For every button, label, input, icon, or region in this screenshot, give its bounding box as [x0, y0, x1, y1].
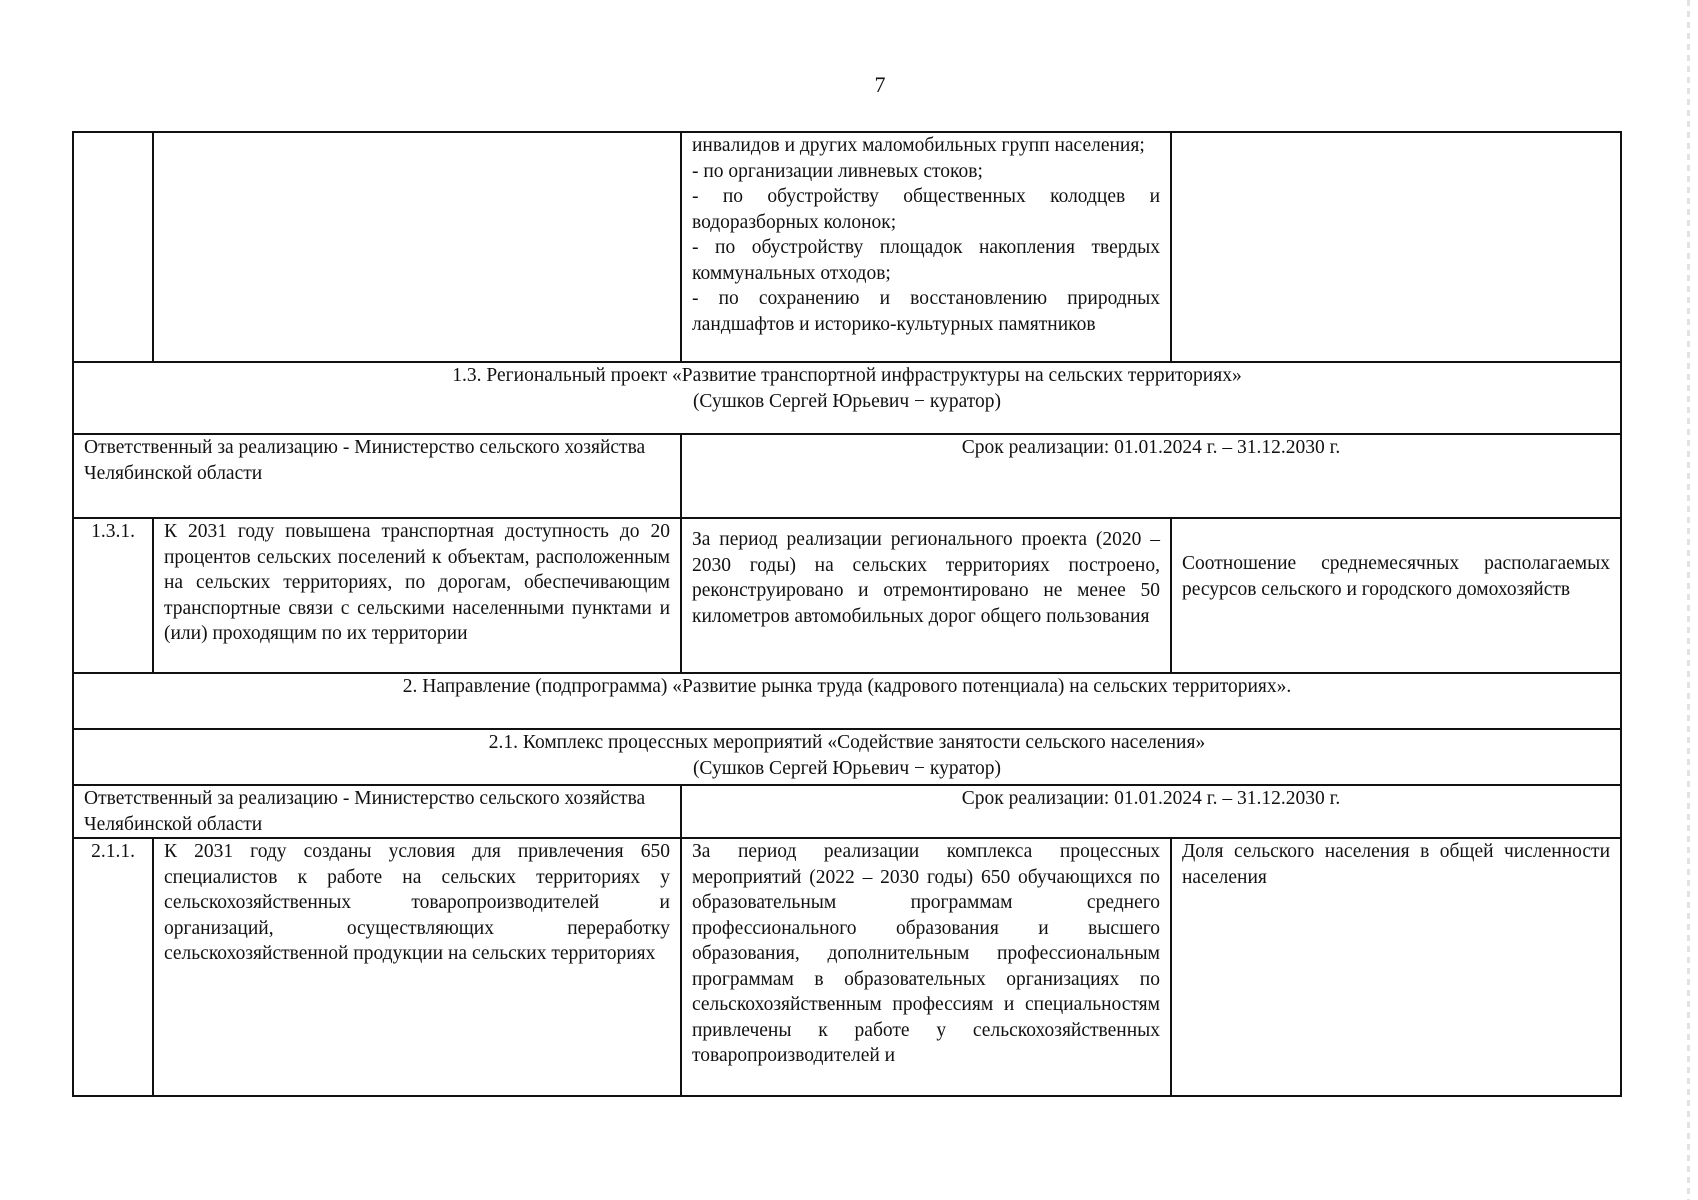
section-1-3-header: [73, 362, 1621, 434]
responsible-row: [73, 785, 1621, 838]
num-cell: [73, 132, 153, 362]
section-title: 2.1. Комплекс процессных мероприятий «Содействие занятости сельского населения»: [488, 732, 1206, 753]
section-header-row: [73, 362, 1621, 434]
page-number: 7: [874, 72, 886, 97]
responsible-cell: Ответственный за реализацию - Министерство сельского хозяйства Челябинской области: [73, 434, 681, 518]
section-2-header: 2. Направление (подпрограмма) «Развитие рынка труда (кадрового потенциала) на сельских территориях».: [73, 673, 1621, 729]
program-table: [72, 131, 1622, 1097]
section-header-row: [73, 729, 1621, 785]
section-curator: (Сушков Сергей Юрьевич − куратор): [692, 390, 1002, 412]
result-line: - по обустройству площадок накопления твердых коммунальных отходов;: [692, 237, 1160, 284]
task-cell: [153, 132, 681, 362]
indicator-cell: Доля сельского населения в общей численности населения: [1171, 838, 1621, 1096]
section-title: 1.3. Региональный проект «Развитие транспортной инфраструктуры на сельских территориях»: [452, 365, 1242, 386]
table-row: [73, 838, 1621, 1096]
section-curator: (Сушков Сергей Юрьевич − куратор): [692, 757, 1002, 779]
task-cell: К 2031 году повышена транспортная доступность до 20 процентов сельских поселений к объектам, расположенным на сельских территориях, по дорогам, обеспечивающим транспортные связи с сельскими населенными пунктами и (или) проходящим по их территории: [153, 518, 681, 673]
num-cell: 1.3.1.: [73, 518, 153, 673]
result-cell: [681, 132, 1171, 362]
num-cell: 2.1.1.: [73, 838, 153, 1096]
result-line: - по сохранению и восстановлению природных ландшафтов и историко-культурных памятников: [692, 288, 1160, 335]
indicator-cell: Соотношение среднемесячных располагаемых ресурсов сельского и городского домохозяйств: [1171, 518, 1621, 673]
table-row: [73, 132, 1621, 362]
scan-edge-artifact: [1687, 0, 1690, 1200]
task-cell: К 2031 году созданы условия для привлечения 650 специалистов к работе на сельских территориях у сельскохозяйственных товаропроизводителей и организаций, осуществляющих переработку сельскохозяйственной продукции на сельских территориях: [153, 838, 681, 1096]
term-cell: Срок реализации: 01.01.2024 г. – 31.12.2030 г.: [681, 785, 1621, 838]
responsible-row: [73, 434, 1621, 518]
result-cell: За период реализации регионального проекта (2020 – 2030 годы) на сельских территориях построено, реконструировано и отремонтировано не менее 50 километров автомобильных дорог общего пользования: [681, 518, 1171, 673]
result-line: - по организации ливневых стоков;: [692, 160, 983, 182]
responsible-cell: Ответственный за реализацию - Министерство сельского хозяйства Челябинской области: [73, 785, 681, 838]
result-cell: За период реализации комплекса процессных мероприятий (2022 – 2030 годы) 650 обучающихся по образовательным программам среднего профессионального образования и высшего образования, дополнительным профессиональным программам в образовательных организациях по сельскохозяйственным профессиям и специальностям привлечены к работе у сельскохозяйственных товаропроизводителей и: [681, 838, 1171, 1096]
section-header-row: [73, 673, 1621, 729]
term-cell: Срок реализации: 01.01.2024 г. – 31.12.2030 г.: [681, 434, 1621, 518]
result-line: - по обустройству общественных колодцев и водоразборных колонок;: [692, 186, 1160, 233]
section-2-1-header: [73, 729, 1621, 785]
result-line: инвалидов и других маломобильных групп населения;: [692, 135, 1145, 156]
table-row: [73, 518, 1621, 673]
indicator-cell: [1171, 132, 1621, 362]
